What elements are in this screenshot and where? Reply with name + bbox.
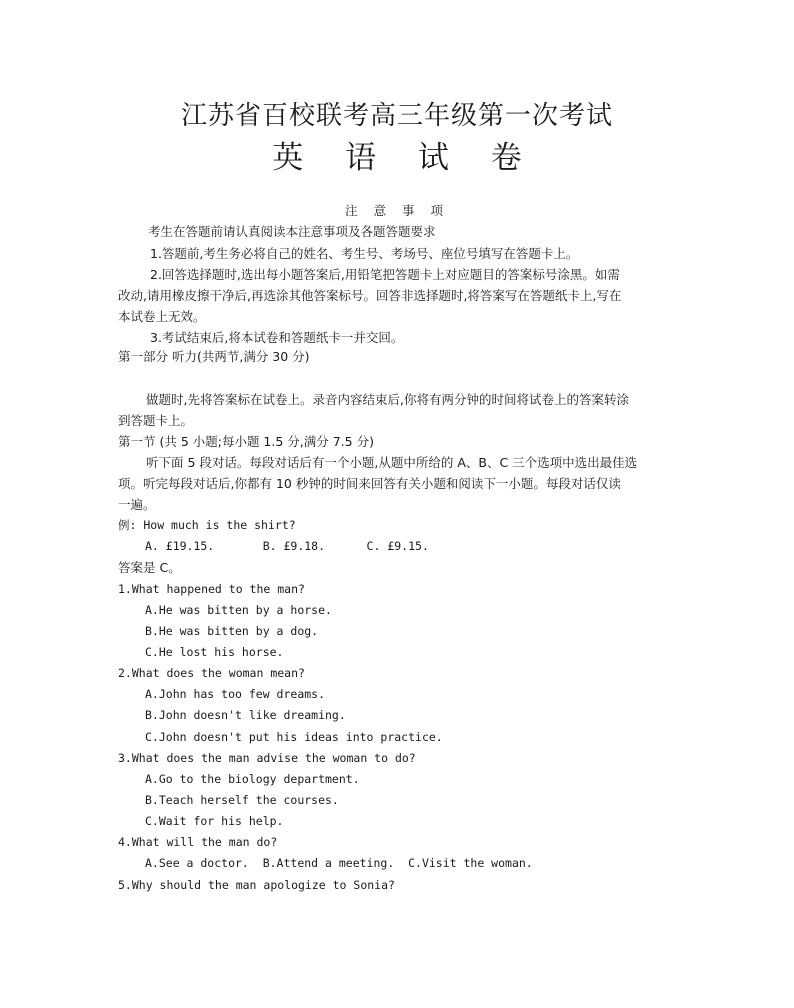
question-1-option-a: A.He was bitten by a horse. [145, 603, 332, 617]
notice-item-1: 1.答题前,考生务必将自己的姓名、考生号、考场号、座位号填写在答题卡上。 [150, 246, 579, 261]
notice-item-2-line-2: 改动,请用橡皮擦干净后,再选涂其他答案标号。回答非选择题时,将答案写在答题纸卡上,写在 [118, 288, 622, 303]
question-5-stem: 5.Why should the man apologize to Sonia? [118, 878, 395, 892]
section1-instruction-line-1: 听下面 5 段对话。每段对话后有一个小题,从题中所给的 A、B、C 三个选项中选出最佳选 [146, 455, 638, 470]
section1-heading: 第一节 (共 5 小题;每小题 1.5 分,满分 7.5 分) [118, 434, 374, 449]
question-3-option-a: A.Go to the biology department. [145, 772, 360, 786]
question-1-stem: 1.What happened to the man? [118, 582, 305, 596]
example-question: 例: How much is the shirt? [118, 518, 296, 532]
question-3-option-c: C.Wait for his help. [145, 814, 284, 828]
exam-title: 江苏省百校联考高三年级第一次考试 [180, 101, 613, 131]
exam-subject-title: 英 语 试 卷 [272, 140, 538, 176]
notice-item-2-line-1: 2.回答选择题时,选出每小题答案后,用铅笔把答题卡上对应题目的答案标号涂黑。如需 [150, 267, 620, 282]
part1-instruction-line-2: 到答题卡上。 [118, 413, 194, 428]
notice-item-3: 3.考试结束后,将本试卷和答题纸卡一并交回。 [150, 330, 404, 345]
question-2-option-c: C.John doesn't put his ideas into practice. [145, 730, 443, 744]
notice-intro: 考生在答题前请认真阅读本注意事项及各题答题要求 [148, 224, 436, 239]
part1-instruction-line-1: 做题时,先将答案标在试卷上。录音内容结束后,你将有两分钟的时间将试卷上的答案转涂 [146, 392, 629, 407]
section1-instruction-line-2: 项。听完每段对话后,你都有 10 秒钟的时间来回答有关小题和阅读下一小题。每段对话仅读 [118, 476, 621, 491]
part1-heading: 第一部分 听力(共两节,满分 30 分) [118, 349, 310, 364]
question-3-stem: 3.What does the man advise the woman to do? [118, 751, 416, 765]
question-2-option-b: B.John doesn't like dreaming. [145, 708, 346, 722]
question-4-options: A.See a doctor. B.Attend a meeting. C.Visit the woman. [145, 856, 533, 870]
question-4-stem: 4.What will the man do? [118, 835, 278, 849]
notice-heading: 注 意 事 项 [345, 203, 449, 218]
example-options: A. £19.15. B. £9.18. C. £9.15. [145, 539, 429, 553]
question-1-option-b: B.He was bitten by a dog. [145, 624, 319, 638]
section1-instruction-line-3: 一遍。 [118, 497, 156, 512]
question-3-option-b: B.Teach herself the courses. [145, 793, 339, 807]
question-2-option-a: A.John has too few dreams. [145, 687, 326, 701]
notice-item-2-line-3: 本试卷上无效。 [118, 309, 206, 324]
example-answer: 答案是 C。 [118, 560, 181, 575]
question-1-option-c: C.He lost his horse. [145, 645, 284, 659]
question-2-stem: 2.What does the woman mean? [118, 666, 305, 680]
